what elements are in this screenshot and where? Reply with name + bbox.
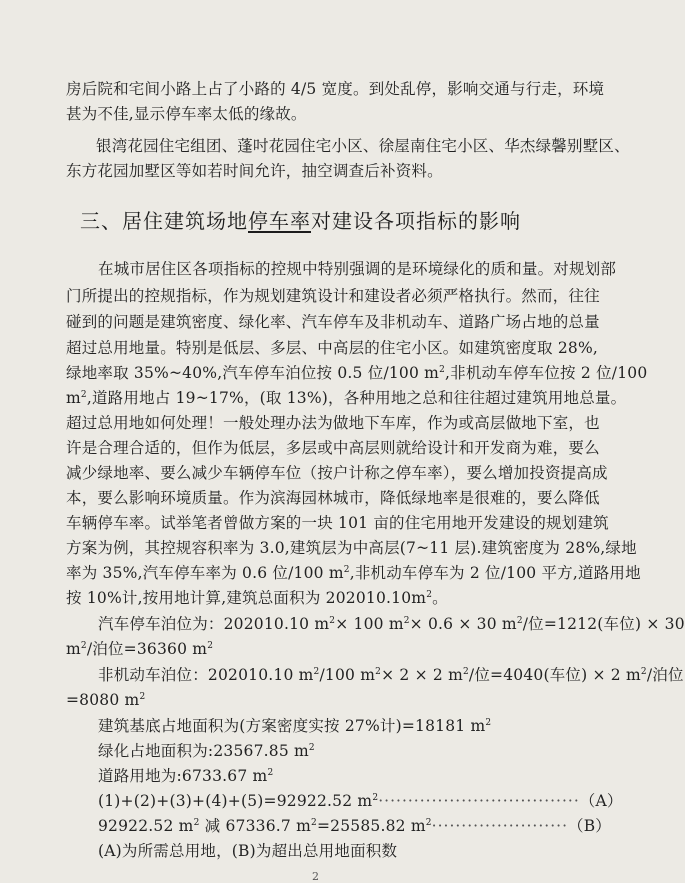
page-number: 2 [312, 870, 319, 883]
calc-line: (A)为所需总用地，(B)为超出总用地面积数 [98, 842, 398, 860]
calc-line: 92922.52 $m^2$ 减 67336.7 $m^2=25585.82$ $m^2\cdot\cdot\cdot\cdot\cdot\cdot\cdot\cdot\cdot\cdot\cdot\cdot\cdot\cdot\cdot\cdot\cdot\cdot\cdot\cdot\cdot\cdot\cdot(B)$ [98, 817, 611, 835]
text-line: 绿地率取 35%~40%,汽车停车泊位按 0.5 位/100 $m^2$,非机动车停车位按 2 位/100 [66, 364, 648, 382]
calc-line: $m^2/$泊位=36360 $m^2$ [66, 640, 214, 658]
text-line: 银湾花园住宅组团、蓬吋花园住宅小区、徐屋南住宅小区、华杰绿馨别墅区、 [96, 137, 630, 155]
heading-prefix: 三、居住建筑场地 [80, 209, 248, 233]
text-line: 减少绿地率、要么减少车辆停车位（按户计称之停车率），要么增加投资提高成 [66, 464, 608, 482]
text-line: 超过总用地量。特别是低层、多层、中高层的住宅小区。如建筑密度取 28%, [66, 339, 599, 357]
leader-dots: ·································· [378, 792, 580, 810]
calc-line: 汽车停车泊位为：202010.10 $m^2\times 100$ $m^2\times 0.6 \times 30$ $m^2/$位=1212(车位) × 30 [98, 615, 685, 633]
text-line: 本，要么影响环境质量。作为滨海园林城市，降低绿地率是很难的，要么降低 [66, 489, 600, 507]
text-line: 车辆停车率。试举笔者曾做方案的一块 101 亩的住宅用地开发建设的规划建筑 [66, 514, 609, 532]
text-line: 率为 35%,汽车停车率为 0.6 位/100 $m^2$,非机动车停车为 2 位/100 平方,道路用地 [66, 564, 641, 582]
heading-suffix: 对建设各项指标的影响 [311, 209, 521, 233]
text-line: 东方花园加墅区等如若时间允许，抽空调查后补资料。 [66, 162, 443, 180]
text-line: 超过总用地如何处理！一般处理办法为做地下车库，作为或高层做地下室，也 [66, 414, 600, 432]
text-line: 在城市居住区各项指标的控规中特别强调的是环境绿化的质和量。对规划部 [98, 260, 617, 278]
leader-dots: ······················· [431, 817, 568, 835]
text-line: 房后院和宅间小路上占了小路的 4/5 宽度。到处乱停，影响交通与行走，环境 [66, 80, 605, 98]
calc-line: 建筑基底占地面积为(方案密度实按 27%计)=18181 $m^2$ [98, 717, 492, 735]
calc-line: =8080 $m^2$ [66, 691, 146, 709]
calc-line: 绿化占地面积为:23567.85 $m^2$ [98, 742, 315, 760]
text-line: 方案为例，其控规容积率为 3.0,建筑层为中高层(7~11 层).建筑密度为 28%,绿地 [66, 539, 637, 557]
heading-underlined: 停车率 [248, 209, 311, 233]
text-line: 按 10%计,按用地计算,建筑总面积为 $202010.10m^2$。 [66, 589, 448, 607]
calc-line: 非机动车泊位：202010.10 $m^2/100$ $m^2\times 2 \times 2$ $m^2/$位=4040(车位) × 2 $m^2/$泊位 [98, 666, 684, 684]
text-line: $m^2$,道路用地占 19~17%，(取 13%)，各种用地之总和往往超过建筑用地总量。 [66, 389, 627, 407]
calc-line: (1)+(2)+(3)+(4)+(5)=92922.52 $m^2\cdot\cdot\cdot\cdot\cdot\cdot\cdot\cdot\cdot\cdot\cdot\cdot\cdot\cdot\cdot\cdot\cdot\cdot\cdot\cdot\cdot\cdot\cdot\cdot\cdot\cdot\cdot\cdot\cdot\cdot\cdot\cdot\cdot\cdot(A)$ [98, 792, 623, 810]
calc-line: 道路用地为:6733.67 $m^2$ [98, 767, 274, 785]
text-line: 门所提出的控规指标，作为规划建筑设计和建设者必须严格执行。然而，往往 [66, 287, 600, 305]
section-heading [80, 205, 521, 234]
text-line: 碰到的问题是建筑密度、绿化率、汽车停车及非机动车、道路广场占地的总量 [66, 313, 600, 331]
text-line: 许是合理合适的，但作为低层，多层或中高层则就给设计和开发商为难，要么 [66, 439, 600, 457]
text-line: 甚为不佳,显示停车率太低的缘故。 [66, 105, 307, 123]
